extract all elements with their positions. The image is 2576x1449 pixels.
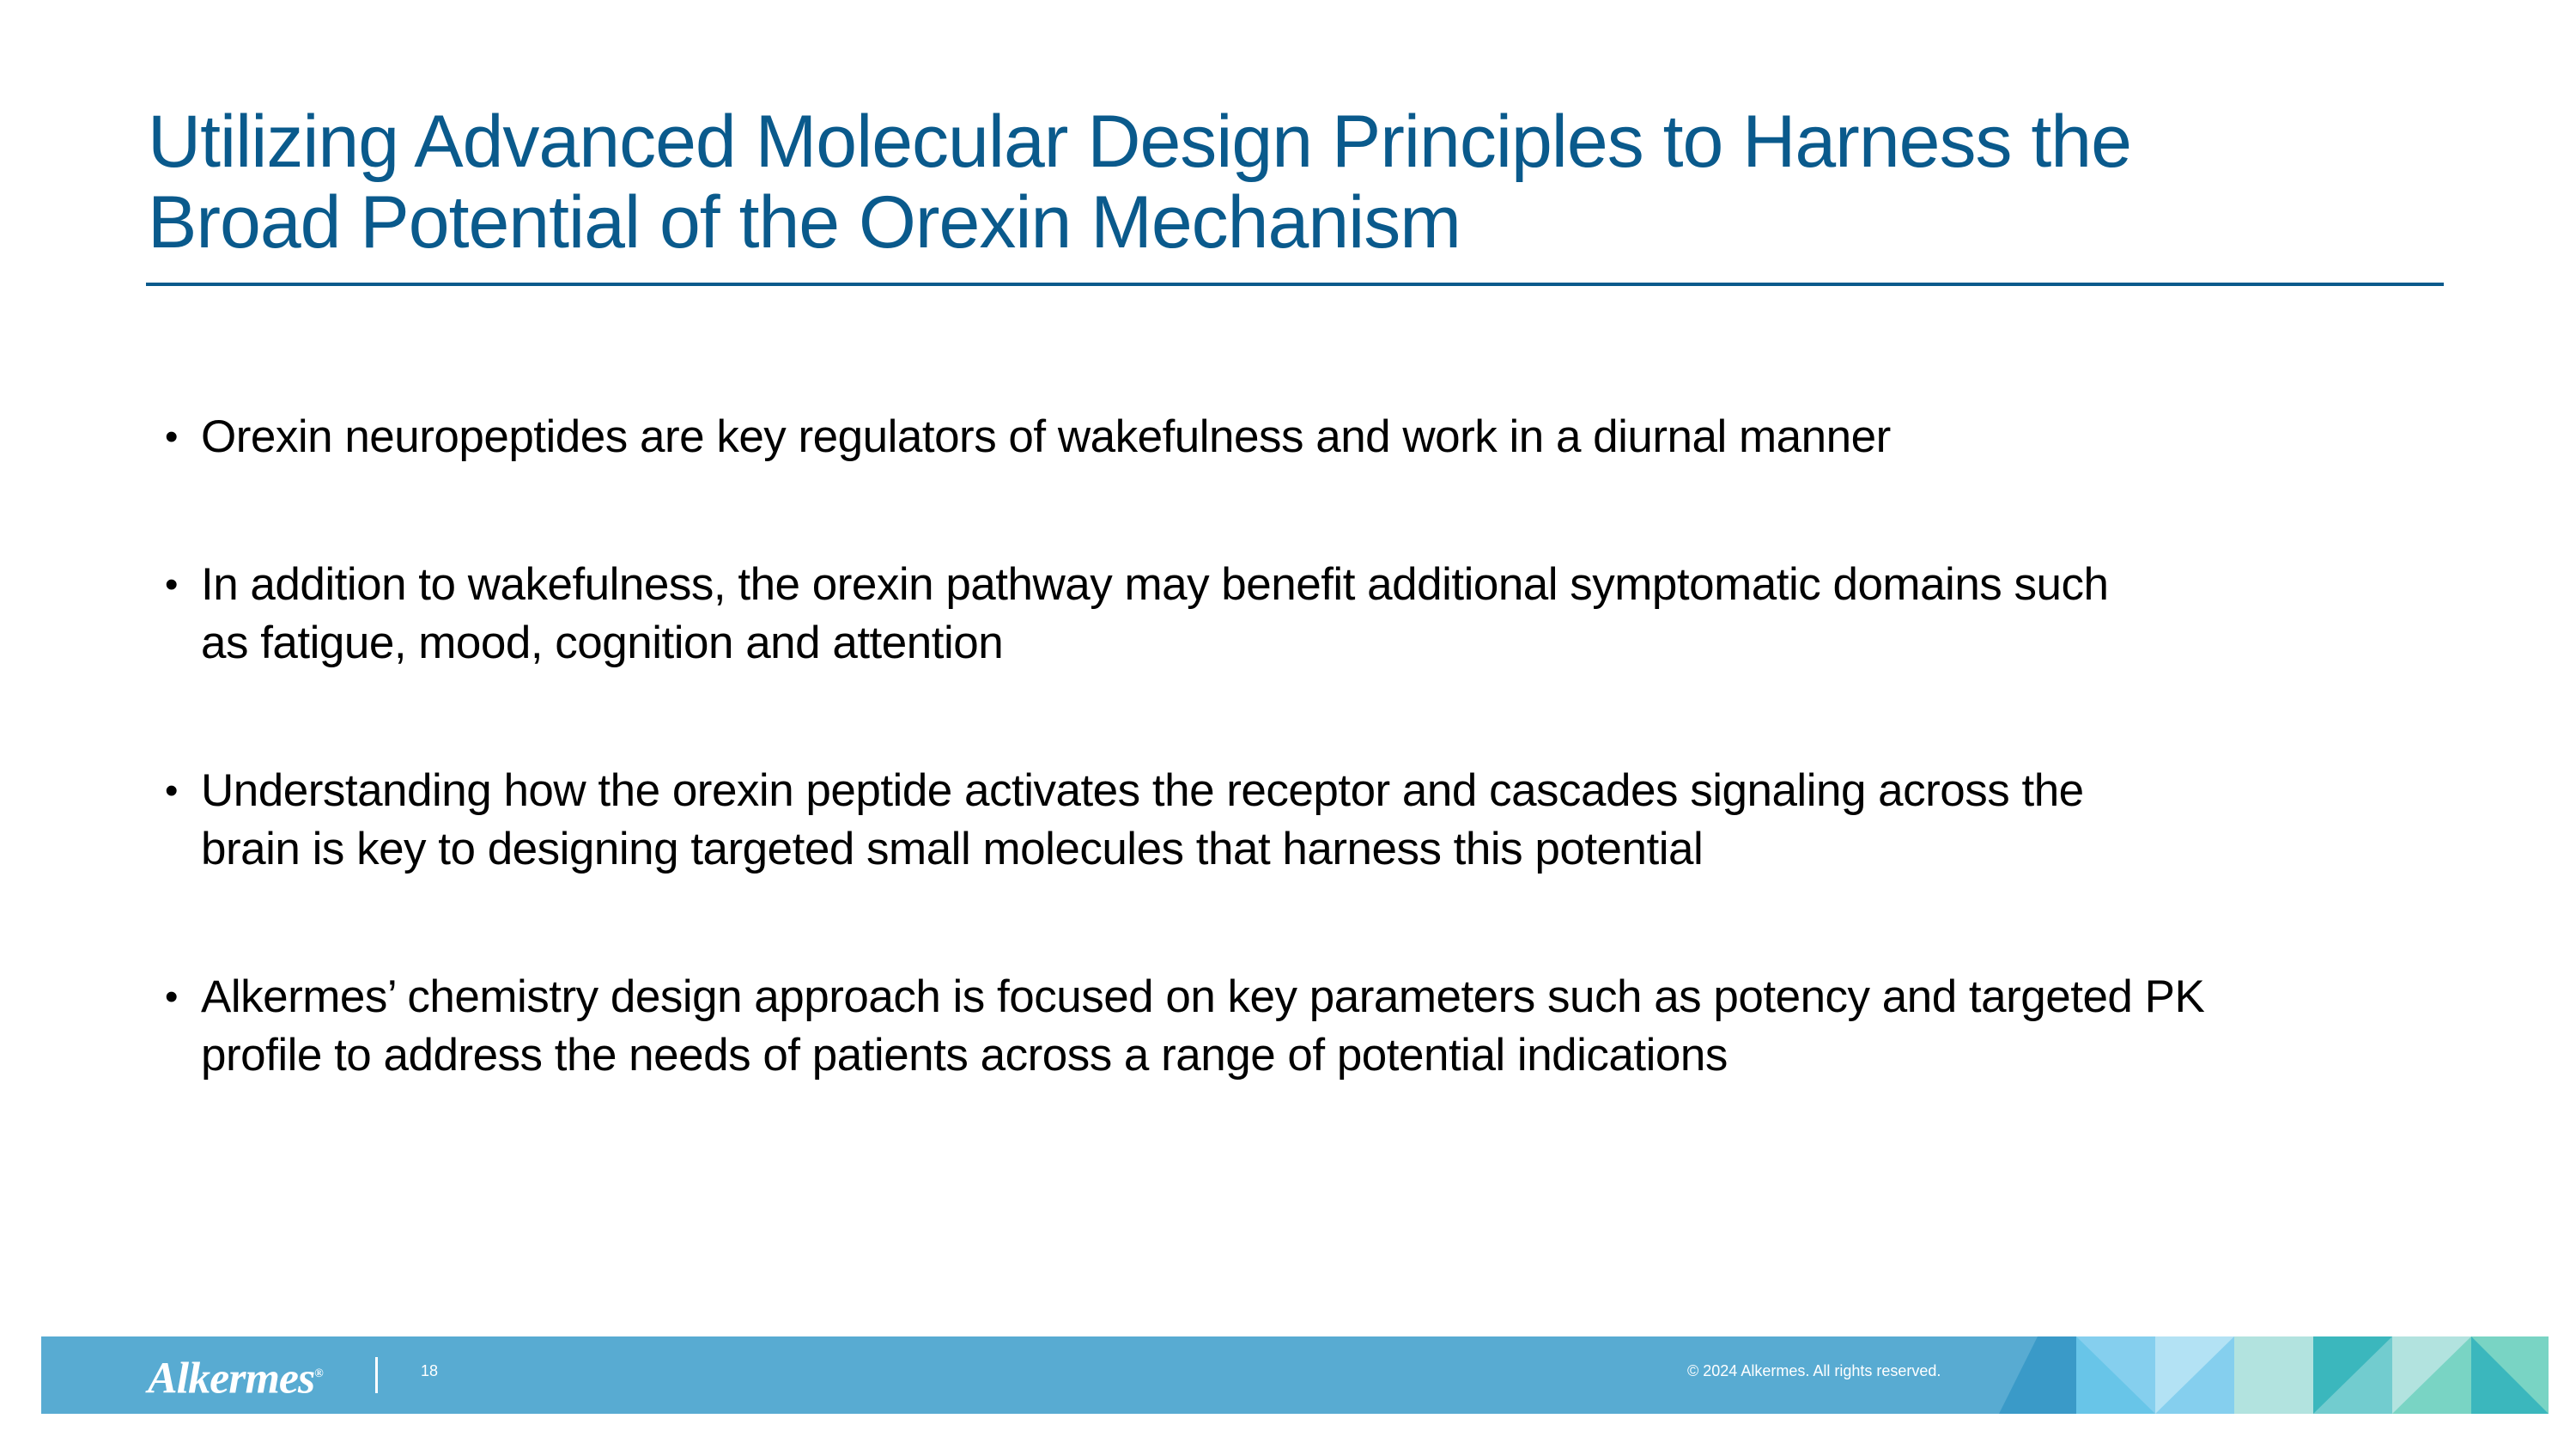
bullet-text-line-2: brain is key to designing targeted small molecules that harness this potential [201,824,1704,874]
footer-separator [375,1357,378,1393]
bullet-item [165,408,2449,466]
bullet-text-line-1: Alkermes’ chemistry design approach is focused on key parameters such as potency and targeted PK [201,971,2205,1022]
slide-title [148,101,2535,263]
bullet-icon: • [165,416,178,458]
bullet-text-line-1: Understanding how the orexin peptide activates the receptor and cascades signaling across the [201,765,2084,816]
bullet-list [165,408,2449,1085]
bullet-icon: • [165,563,178,606]
bullet-text: Orexin neuropeptides are key regulators of wakefulness and work in a diurnal manner [201,411,1891,462]
bullet-item [165,556,2449,673]
bullet-item [165,762,2449,879]
page-number: 18 [421,1362,439,1379]
title-divider [146,283,2444,286]
footer-bar [41,1336,2549,1414]
bullet-item [165,968,2449,1085]
bullet-text-line-2: as fatigue, mood, cognition and attention [201,618,1004,668]
bullet-icon: • [165,976,178,1018]
copyright-text: © 2024 Alkermes. All rights reserved. [1687,1362,1941,1379]
bullet-text-line-1: In addition to wakefulness, the orexin pathway may benefit additional symptomatic domains such [201,559,2109,610]
alkermes-logo: Alkermes® [148,1354,323,1403]
bullet-icon: • [165,770,178,812]
title-line-2: Broad Potential of the Orexin Mechanism [148,181,1461,264]
bullet-text-line-2: profile to address the needs of patients across a range of potential indications [201,1030,1728,1081]
decorative-triangles-icon [1999,1336,2549,1414]
title-line-1: Utilizing Advanced Molecular Design Principles to Harness the [148,100,2131,183]
